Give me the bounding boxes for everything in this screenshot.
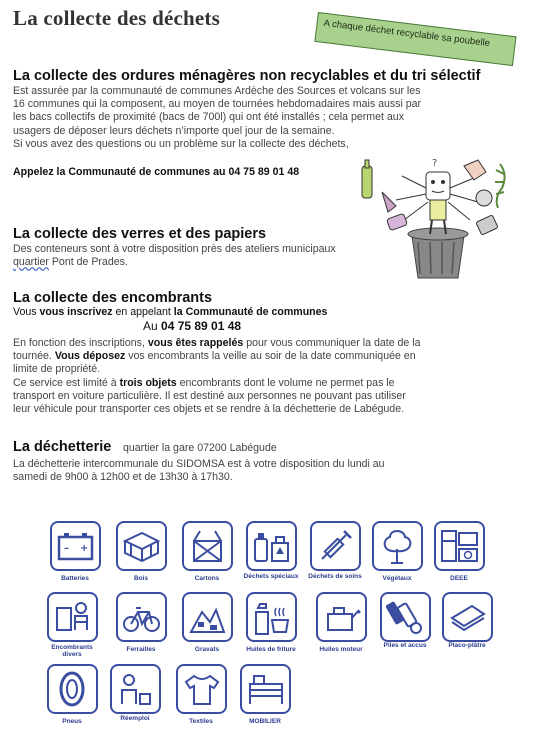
furniture-icon [240, 664, 291, 714]
address: quartier la gare 07200 Labégude [123, 442, 277, 454]
text-fragment: Au [143, 319, 162, 333]
cardboard-box-icon [182, 521, 233, 571]
text-line: samedi de 9h00 à 12h00 et de 13h30 à 17h30. [13, 471, 233, 484]
bicycle-icon [116, 592, 167, 642]
section4-text [13, 458, 385, 484]
section-heading-encombrants: La collecte des encombrants [13, 290, 213, 306]
text-fragment-bold: vous inscrivez [39, 306, 113, 318]
text-line: limite de propriété. [13, 363, 101, 376]
page-title: La collecte des déchets [13, 6, 220, 30]
wood-pallet-icon [116, 521, 167, 571]
icon-label: Végétaux [382, 575, 412, 582]
sticky-note: A chaque déchet recyclable sa poubelle [314, 12, 516, 66]
section-heading-dechetterie: La déchetterie [13, 439, 112, 455]
text-line: En fonction des inscriptions, vous êtes rappelés pour vous communiquer la date de la [13, 337, 421, 349]
icon-label: Piles et accus [383, 642, 427, 649]
tire-icon [47, 664, 98, 714]
inscription-line [13, 306, 327, 319]
icon-label: DEEE [450, 575, 468, 582]
text-line: tournée. Vous déposez vos encombrants la veille au soir de la date communiquée en [13, 350, 416, 363]
text-line: usagers de déposer leurs déchets n’importe quel jour de la semaine. [13, 124, 335, 137]
svg-text:+: + [80, 543, 89, 554]
text-line: leur véhicule pour transporter ces objets et se rendre à la déchetterie de Labégude. [13, 403, 405, 416]
icon-label: Ferrailles [126, 646, 156, 653]
text-line: La déchetterie intercommunale du SIDOMSA est à votre disposition du lundi au [13, 458, 385, 470]
section1-text [13, 85, 483, 151]
motor-oil-icon [316, 592, 367, 642]
text-fragment-bold: la Communauté de communes [173, 306, 328, 318]
cooking-oil-icon [246, 592, 297, 642]
icon-label: Batteries [61, 575, 89, 582]
section3-text [13, 337, 473, 416]
bulky-items-icon [47, 592, 98, 642]
icon-label: Textiles [189, 718, 213, 725]
icon-label: MOBILIER [249, 718, 281, 725]
section2-text [13, 243, 336, 269]
text-line: 16 communes qui la composent, au moyen de tournées hebdomadaires mais aussi par [13, 98, 422, 111]
plasterboard-icon [442, 592, 493, 642]
icon-label: Huiles de friture [246, 646, 296, 653]
svg-text:?: ? [432, 158, 438, 169]
icon-label: Encombrants divers [51, 644, 93, 658]
icon-label: Cartons [194, 575, 220, 582]
text-line: Ce service est limité à trois objets encombrants dont le volume ne permet pas le [13, 376, 395, 389]
underlined-word: quartier [13, 256, 49, 269]
icon-label: Déchets de soins [308, 573, 362, 580]
batteries-icon [50, 521, 101, 571]
section-heading-verres: La collecte des verres et des papiers [13, 226, 267, 242]
rubble-icon [182, 592, 233, 642]
icon-label: Déchets spéciaux [243, 573, 299, 580]
syringe-icon [310, 521, 361, 571]
electronics-icon [434, 521, 485, 571]
text-fragment: Vous [13, 306, 40, 318]
phone-line [143, 320, 241, 333]
svg-text:–: – [64, 543, 69, 554]
phone-number: 04 75 89 01 48 [161, 319, 242, 333]
batteries-cells-icon [380, 592, 431, 642]
text-line: les bacs collectifs de proximité (bacs de 700l) qui ont été installés ; cela permet aux [13, 111, 404, 124]
icon-label: Huiles moteur [319, 646, 363, 653]
icon-label: Pneus [62, 718, 82, 725]
recycling-illustration [352, 158, 522, 280]
text-fragment: en appelant [112, 306, 174, 318]
icon-label: Bois [133, 575, 149, 582]
tree-icon [372, 521, 423, 571]
text-line: Est assurée par la communauté de communes Ardèche des Sources et volcans sur les [13, 85, 421, 97]
icon-label: Réemploi [120, 715, 150, 722]
text-line [13, 256, 336, 269]
text-fragment: Pont de Prades. [48, 256, 128, 269]
text-line: Si vous avez des questions ou un problème sur la collecte des déchets, [13, 137, 349, 150]
icon-label: Placo-plâtre [448, 642, 486, 649]
tshirt-icon [176, 664, 227, 714]
hazardous-waste-icon [246, 521, 297, 571]
section-heading-ordures: La collecte des ordures ménagères non recyclables et du tri sélectif [13, 68, 481, 84]
text-line: Des conteneurs sont à votre disposition près des ateliers municipaux [13, 243, 336, 255]
call-line: Appelez la Communauté de communes au 04 75 89 01 48 [13, 166, 300, 178]
text-line: transport en voiture particulière. Il est destiné aux personnes ne pouvant pas utiliser [13, 389, 406, 402]
icon-label: Gravats [194, 646, 220, 653]
reuse-icon [110, 664, 161, 714]
